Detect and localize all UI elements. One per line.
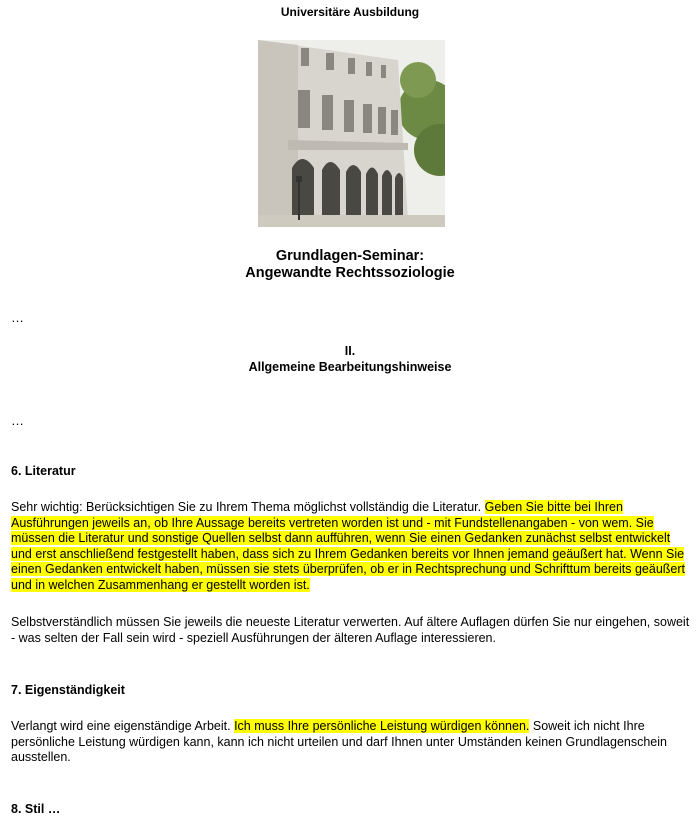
ellipsis-2: … bbox=[11, 413, 24, 428]
section-number: II. bbox=[344, 344, 356, 358]
document-header: Universitäre Ausbildung bbox=[280, 5, 420, 19]
section-title: Allgemeine Bearbeitungshinweise bbox=[248, 359, 452, 374]
highlighted-text: Geben Sie bitte bei Ihren Ausführungen jeweils an, ob Ihre Aussage bereits vertreten worden ist und - mit Fundstellenangaben - von wem. Sie müssen die Literatur und sonstige Quellen selbst dann aufführen, wenn Sie einen Gedanken zunächst selbst entwickelt und erst anschließend festgestellt haben, dass sich zu Ihrem Gedanken bereits vor Ihnen jemand geäußert hat. Wenn Sie einen Gedanken entwickelt haben, müssen sie stets überprüfen, ob er in Rechtsprechung und Schrifttum bereits geäußert und in welchen Zusammenhang er gestellt worden ist. bbox=[11, 500, 685, 592]
building-photo bbox=[258, 40, 445, 227]
document-title bbox=[0, 248, 700, 282]
section-6-paragraph-2: Selbstverständlich müssen Sie jeweils die neueste Literatur verwerten. Auf ältere Auflagen dürfen Sie nur eingehen, soweit - was selten der Fall sein wird - speziell Ausführungen der älteren Auflage interessieren. bbox=[11, 615, 690, 645]
title-line-2: Angewandte Rechtssoziologie bbox=[245, 265, 455, 281]
section-7-heading: 7. Eigenständigkeit bbox=[11, 683, 125, 697]
highlighted-text: Ich muss Ihre persönliche Leistung würdigen können. bbox=[234, 719, 530, 733]
paragraph-text: Sehr wichtig: Berücksichtigen Sie zu Ihrem Thema möglichst vollständig die Literatur. bbox=[11, 500, 485, 514]
section-8-heading: 8. Stil … bbox=[11, 802, 61, 816]
section-7-paragraph bbox=[11, 719, 691, 766]
section-heading bbox=[0, 344, 700, 375]
section-6-heading: 6. Literatur bbox=[11, 464, 76, 478]
paragraph-text: Soweit ich nicht Ihre persönliche Leistung würdigen kann, kann ich nicht urteilen und darf Ihnen unter Umständen keinen Grundlagenschein ausstellen. bbox=[11, 719, 667, 765]
paragraph-text: Verlangt wird eine eigenständige Arbeit. bbox=[11, 719, 235, 733]
section-6-paragraph-1 bbox=[11, 500, 691, 594]
ellipsis-1: … bbox=[11, 310, 24, 325]
title-line-1: Grundlagen-Seminar: bbox=[275, 248, 425, 264]
